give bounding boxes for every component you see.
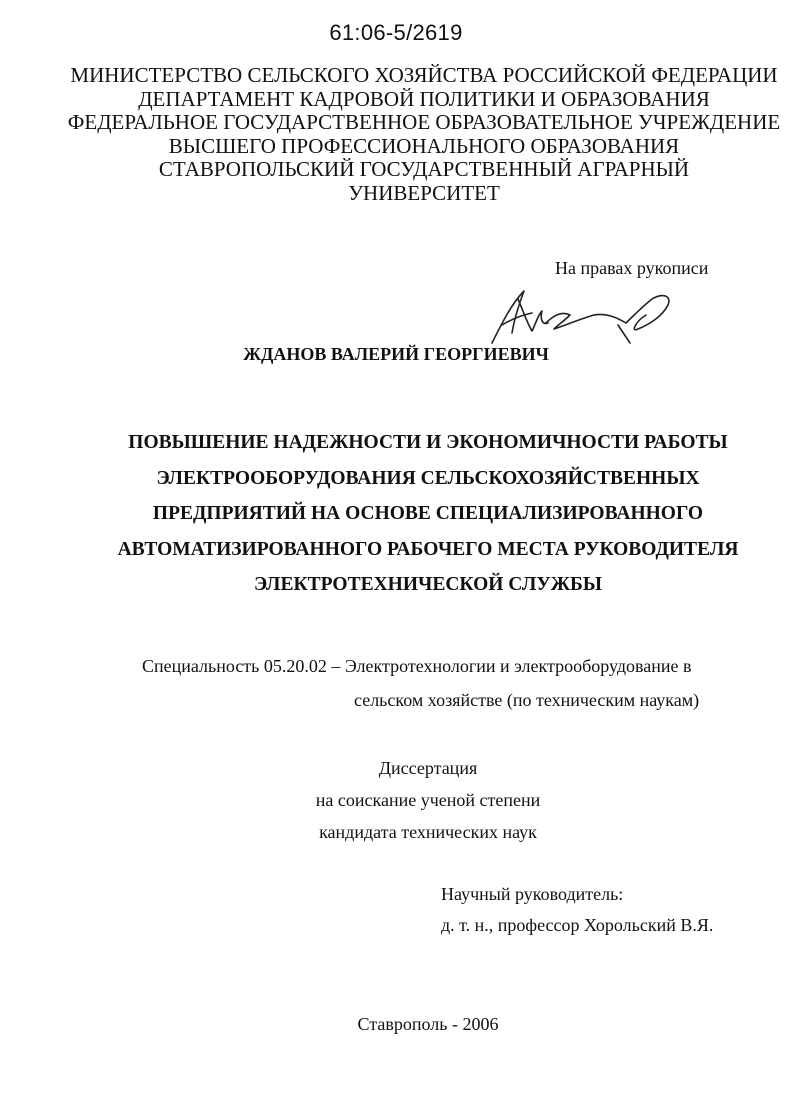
title-line: ПРЕДПРИЯТИЙ НА ОСНОВЕ СПЕЦИАЛИЗИРОВАННОГО [152,503,704,524]
dissertation-title [0,425,792,603]
title-line: ЭЛЕКТРОТЕХНИЧЕСКОЙ СЛУЖБЫ [253,574,603,595]
ministry-line: МИНИСТЕРСТВО СЕЛЬСКОГО ХОЗЯЙСТВА РОССИЙСКОЙ ФЕДЕРАЦИИ [70,63,778,87]
manuscript-rights: На правах рукописи [555,258,709,278]
signature-image [488,285,688,345]
supervisor-label: Научный руководитель: [441,884,624,904]
degree-block [0,752,792,848]
catalog-number: 61:06-5/2619 [329,20,463,45]
title-line: ЭЛЕКТРООБОРУДОВАНИЯ СЕЛЬСКОХОЗЯЙСТВЕННЫХ [156,467,700,489]
degree-line: кандидата технических наук [319,822,537,842]
degree-line: на соискание ученой степени [315,790,541,810]
ministry-line: СТАВРОПОЛЬСКИЙ ГОСУДАРСТВЕННЫЙ АГРАРНЫЙ [158,157,690,181]
title-line: АВТОМАТИЗИРОВАННОГО РАБОЧЕГО МЕСТА РУКОВОДИТЕЛЯ [117,538,739,560]
ministry-line: ВЫСШЕГО ПРОФЕССИОНАЛЬНОГО ОБРАЗОВАНИЯ [168,133,680,158]
city-year: Ставрополь - 2006 [357,1014,499,1034]
ministry-line: ДЕПАРТАМЕНТ КАДРОВОЙ ПОЛИТИКИ И ОБРАЗОВАНИЯ [138,86,710,111]
ministry-line: ФЕДЕРАЛЬНОЕ ГОСУДАРСТВЕННОЕ ОБРАЗОВАТЕЛЬНОЕ УЧРЕЖДЕНИЕ [67,110,781,134]
title-line: ПОВЫШЕНИЕ НАДЕЖНОСТИ И ЭКОНОМИЧНОСТИ РАБОТЫ [128,432,728,453]
institution-header [0,64,792,205]
specialty-line-1: Специальность 05.20.02 – Электротехнологии и электрооборудование в [142,656,692,676]
specialty-line-2: сельском хозяйстве (по техническим наукам) [354,690,700,710]
supervisor-name: д. т. н., профессор Хорольский В.Я. [441,915,714,935]
degree-line: Диссертация [378,758,478,778]
ministry-line: УНИВЕРСИТЕТ [348,180,500,205]
author-name: ЖДАНОВ ВАЛЕРИЙ ГЕОРГИЕВИЧ [243,344,549,364]
